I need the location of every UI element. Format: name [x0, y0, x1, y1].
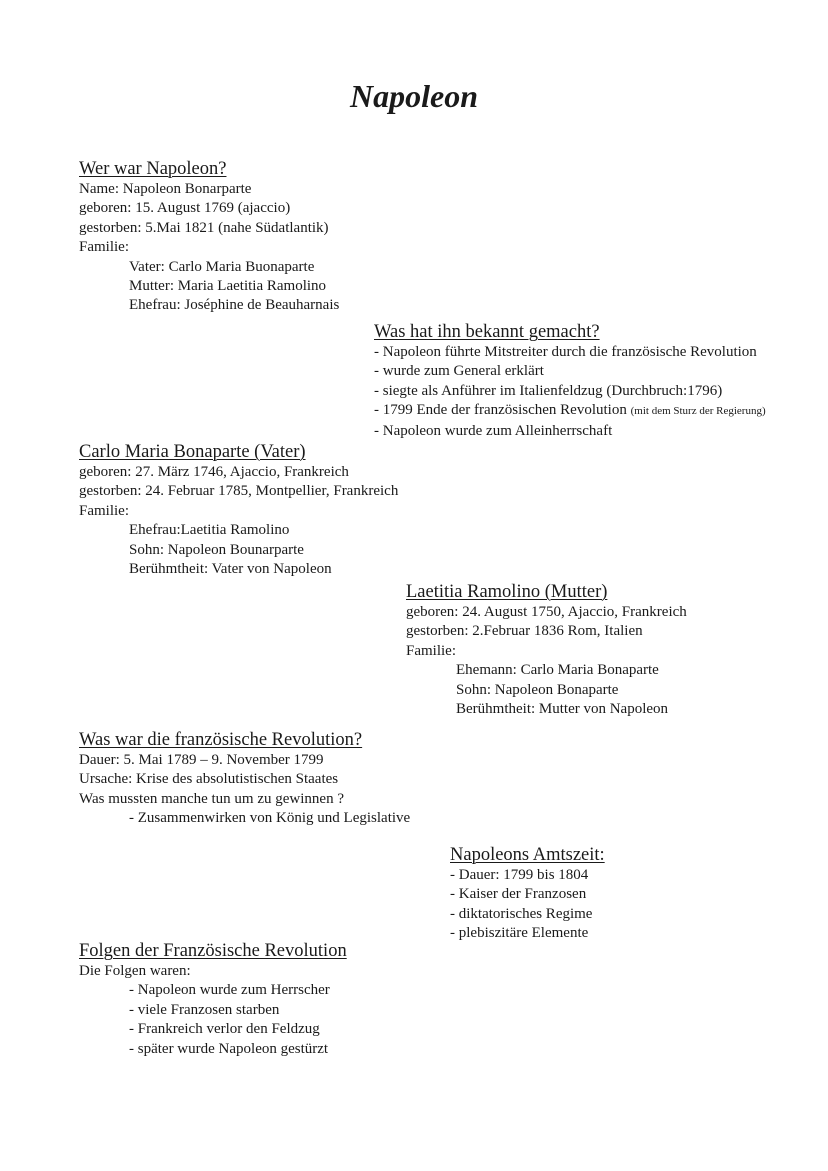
section-who-was-napoleon: [79, 158, 339, 316]
list-item: - Napoleon wurde zum Alleinherrschaft: [374, 422, 613, 439]
duration-line: Dauer: 5. Mai 1789 – 9. November 1799: [79, 752, 324, 768]
born-line: geboren: 15. August 1769 (ajaccio): [79, 200, 291, 217]
section-heading: Napoleons Amtszeit:: [450, 845, 605, 865]
died-line: gestorben: 5.Mai 1821 (nahe Südatlantik): [79, 219, 329, 236]
list-item-text: - 1799 Ende der französischen Revolution: [374, 402, 627, 419]
fame-line: Berühmtheit: Vater von Napoleon: [129, 561, 332, 578]
section-consequences: [79, 940, 347, 1059]
section-french-revolution: [79, 729, 410, 829]
list-item: - plebiszitäre Elemente: [450, 925, 589, 942]
list-item: - später wurde Napoleon gestürzt: [129, 1040, 329, 1057]
list-item: - viele Franzosen starben: [129, 1001, 280, 1018]
list-item: - siegte als Anführer im Italienfeldzug (Durchbruch:1796): [374, 382, 723, 399]
died-line: gestorben: 2.Februar 1836 Rom, Italien: [406, 623, 643, 640]
son-line: Sohn: Napoleon Bounarparte: [129, 541, 304, 558]
section-what-made-him-famous: [374, 321, 766, 441]
section-heading: Was hat ihn bekannt gemacht?: [374, 322, 600, 342]
list-item: [374, 401, 766, 421]
question-line: Was mussten manche tun um zu gewinnen ?: [79, 790, 344, 807]
section-napoleons-term: [450, 844, 605, 944]
list-item: - Dauer: 1799 bis 1804: [450, 867, 589, 883]
name-line: Name: Napoleon Bonarparte: [79, 181, 252, 197]
wife-line: Ehefrau:Laetitia Ramolino: [129, 522, 290, 539]
father-line: Vater: Carlo Maria Buonaparte: [129, 258, 315, 275]
section-heading: Wer war Napoleon?: [79, 159, 227, 179]
family-label: Familie:: [406, 642, 456, 659]
section-heading: Laetitia Ramolino (Mutter): [406, 582, 608, 602]
section-heading: Was war die französische Revolution?: [79, 730, 363, 750]
list-item: - diktatorisches Regime: [450, 905, 593, 922]
list-item-note: (mit dem Sturz der Regierung): [630, 405, 766, 418]
wife-line: Ehefrau: Joséphine de Beauharnais: [129, 297, 340, 314]
husband-line: Ehemann: Carlo Maria Bonaparte: [456, 662, 659, 679]
section-heading: Folgen der Französische Revolution: [79, 941, 347, 961]
intro-line: Die Folgen waren:: [79, 963, 191, 979]
cause-line: Ursache: Krise des absolutistischen Staates: [79, 771, 339, 788]
family-label: Familie:: [79, 239, 129, 256]
family-label: Familie:: [79, 502, 129, 519]
section-laetitia-ramolino: [406, 581, 687, 719]
mother-line: Mutter: Maria Laetitia Ramolino: [129, 278, 327, 295]
son-line: Sohn: Napoleon Bonaparte: [456, 681, 619, 698]
answer-line: - Zusammenwirken von König und Legislative: [129, 810, 411, 827]
fame-line: Berühmtheit: Mutter von Napoleon: [456, 701, 669, 718]
section-heading: Carlo Maria Bonaparte (Vater): [79, 442, 306, 462]
page-title: Napoleon: [350, 78, 478, 114]
section-carlo-maria-bonaparte: [79, 441, 398, 579]
died-line: gestorben: 24. Februar 1785, Montpellier, Frankreich: [79, 483, 399, 500]
list-item: - Napoleon führte Mitstreiter durch die französische Revolution: [374, 344, 757, 360]
list-item: - Kaiser der Franzosen: [450, 886, 587, 903]
born-line: geboren: 27. März 1746, Ajaccio, Frankreich: [79, 464, 349, 480]
list-item: - wurde zum General erklärt: [374, 363, 544, 380]
list-item: - Napoleon wurde zum Herrscher: [129, 982, 330, 999]
list-item: - Frankreich verlor den Feldzug: [129, 1021, 320, 1038]
born-line: geboren: 24. August 1750, Ajaccio, Frankreich: [406, 604, 687, 620]
